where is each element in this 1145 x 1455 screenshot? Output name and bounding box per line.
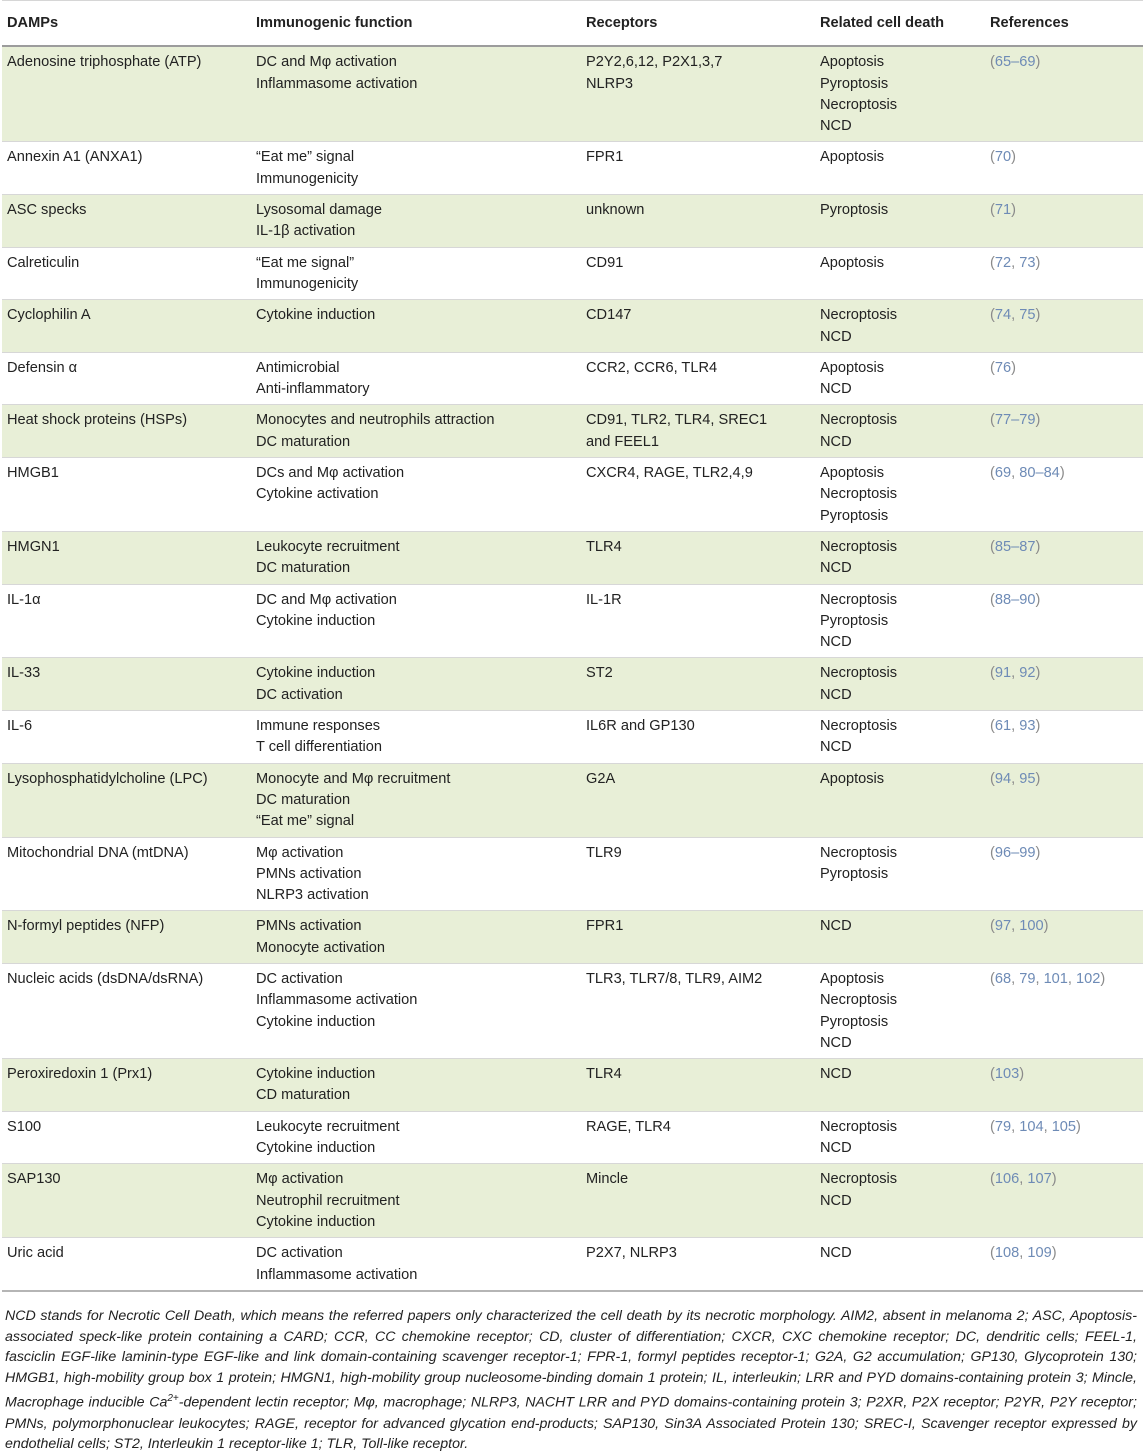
header-related-cell-death: Related cell death xyxy=(815,1,985,47)
receptor-line: Mincle xyxy=(586,1171,629,1188)
cell-death-line: NCD xyxy=(820,433,852,450)
damp-name: S100 xyxy=(7,1118,42,1135)
cell-damp xyxy=(2,352,251,405)
cell-death-line: NCD xyxy=(820,328,852,345)
cell-receptors xyxy=(581,142,815,195)
cell-immunogenic-function xyxy=(251,458,581,532)
cell-immunogenic-function xyxy=(251,531,581,584)
header-references: References xyxy=(985,1,1143,47)
cell-immunogenic-function xyxy=(251,711,581,764)
cell-death-line: Necroptosis xyxy=(820,844,898,861)
cell-death-line: Necroptosis xyxy=(820,307,898,324)
reference-link[interactable]: 65–69 xyxy=(994,54,1036,71)
damp-name: Heat shock proteins (HSPs) xyxy=(7,412,188,429)
function-line: Cytokine induction xyxy=(256,1013,376,1030)
cell-immunogenic-function xyxy=(251,247,581,300)
cell-references: (88–90) xyxy=(990,591,1041,608)
function-line: “Eat me” signal xyxy=(256,813,355,830)
cell-damp xyxy=(2,1238,251,1291)
cell-related-cell-death xyxy=(815,1111,985,1164)
cell-receptors xyxy=(581,1238,815,1291)
cell-death-line: Pyroptosis xyxy=(820,865,889,882)
reference-link[interactable]: 104 xyxy=(1019,1118,1044,1135)
reference-link[interactable]: 74 xyxy=(994,307,1012,324)
function-line: Inflammasome activation xyxy=(256,992,418,1009)
cell-death-line: NCD xyxy=(820,1192,852,1209)
cell-receptors xyxy=(581,963,815,1058)
reference-link[interactable]: 68 xyxy=(994,970,1012,987)
cell-immunogenic-function xyxy=(251,763,581,837)
function-line: IL-1β activation xyxy=(256,223,356,240)
table-body xyxy=(2,46,1143,1291)
cell-immunogenic-function xyxy=(251,352,581,405)
cell-damp xyxy=(2,1164,251,1238)
function-line: Mφ activation xyxy=(256,1171,344,1188)
cell-death-line: Pyroptosis xyxy=(820,202,889,219)
function-line: CD maturation xyxy=(256,1087,351,1104)
table-row xyxy=(2,405,1143,458)
cell-death-line: Necroptosis xyxy=(820,412,898,429)
table-row xyxy=(2,46,1143,142)
cell-damp xyxy=(2,1059,251,1112)
cell-related-cell-death xyxy=(815,458,985,532)
damp-name: Defensin α xyxy=(7,359,78,376)
cell-related-cell-death xyxy=(815,1238,985,1291)
cell-death-line: Necroptosis xyxy=(820,1118,898,1135)
damp-name: Nucleic acids (dsDNA/dsRNA) xyxy=(7,970,204,987)
reference-link[interactable]: 103 xyxy=(994,1066,1020,1083)
damp-name: Cyclophilin A xyxy=(7,307,91,324)
table-row xyxy=(2,711,1143,764)
cell-death-line: Pyroptosis xyxy=(820,1013,889,1030)
cell-receptors xyxy=(581,837,815,911)
cell-immunogenic-function xyxy=(251,300,581,353)
table-row xyxy=(2,963,1143,1058)
cell-receptors xyxy=(581,195,815,248)
cell-immunogenic-function xyxy=(251,658,581,711)
function-line: Cytokine induction xyxy=(256,307,376,324)
cell-damp xyxy=(2,711,251,764)
cell-references: (69, 80–84) xyxy=(990,465,1065,482)
cell-immunogenic-function xyxy=(251,911,581,964)
cell-damp xyxy=(2,911,251,964)
reference-link[interactable]: 88–90 xyxy=(994,591,1036,608)
cell-references: (68, 79, 101, 102) xyxy=(990,970,1106,987)
cell-damp xyxy=(2,247,251,300)
cell-receptors xyxy=(581,658,815,711)
reference-link[interactable]: 93 xyxy=(1019,718,1036,735)
cell-damp xyxy=(2,142,251,195)
receptor-line: unknown xyxy=(586,202,645,219)
reference-link[interactable]: 91 xyxy=(994,665,1012,682)
function-line: Cytokine activation xyxy=(256,486,379,503)
receptor-line: TLR3, TLR7/8, TLR9, AIM2 xyxy=(586,970,763,987)
cell-damp xyxy=(2,300,251,353)
cell-references: (85–87) xyxy=(990,538,1041,555)
cell-damp xyxy=(2,458,251,532)
function-line: DCs and Mφ activation xyxy=(256,465,405,482)
table-row xyxy=(2,531,1143,584)
table-header-row xyxy=(2,1,1143,47)
cell-references: (61, 93) xyxy=(990,718,1041,735)
reference-link[interactable]: 71 xyxy=(994,202,1012,219)
cell-death-line: NCD xyxy=(820,1034,852,1051)
cell-death-line: NCD xyxy=(820,381,852,398)
receptor-line: CD91, TLR2, TLR4, SREC1 xyxy=(586,412,768,429)
receptor-line: P2Y2,6,12, P2X1,3,7 xyxy=(586,54,723,71)
function-line: DC and Mφ activation xyxy=(256,54,397,71)
cell-related-cell-death xyxy=(815,300,985,353)
cell-receptors xyxy=(581,584,815,658)
function-line: Inflammasome activation xyxy=(256,75,418,92)
cell-references: (74, 75) xyxy=(990,307,1041,324)
cell-references: (70) xyxy=(990,149,1016,166)
table-row xyxy=(2,1238,1143,1291)
reference-link[interactable]: 61 xyxy=(994,718,1012,735)
function-line: Cytokine induction xyxy=(256,1066,376,1083)
cell-immunogenic-function xyxy=(251,837,581,911)
cell-related-cell-death xyxy=(815,911,985,964)
cell-related-cell-death xyxy=(815,247,985,300)
function-line: PMNs activation xyxy=(256,865,362,882)
footnote-text-part-2: -dependent lectin receptor; Mφ, macrophage; NLRP3, NACHT LRR and PYD domains-containing protein 3; P2XR, P2X receptor; P2YR, P2Y receptor; PMNs, polymorphonuclear leukocytes; RAGE, receptor for advanced glycation end-products; SAP130, Sin3A Associated Protein 130; SREC-I, Scavenger receptor expressed by endothelial cells; ST2, Interleukin 1 receptor-like 1; TLR, Toll-like receptor. xyxy=(5,1394,1137,1453)
cell-death-line: Necroptosis xyxy=(820,992,898,1009)
cell-immunogenic-function xyxy=(251,405,581,458)
reference-link[interactable]: 101 xyxy=(1043,970,1068,987)
cell-references: (79, 104, 105) xyxy=(990,1118,1081,1135)
damp-name: HMGN1 xyxy=(7,538,60,555)
table-row xyxy=(2,247,1143,300)
cell-death-line: NCD xyxy=(820,1140,852,1157)
function-line: Immune responses xyxy=(256,718,381,735)
cell-references: (103) xyxy=(990,1066,1025,1083)
table-row xyxy=(2,911,1143,964)
reference-link[interactable]: 94 xyxy=(994,770,1012,787)
receptor-line: P2X7, NLRP3 xyxy=(586,1245,677,1262)
function-line: “Eat me” signal xyxy=(256,149,355,166)
cell-damp xyxy=(2,405,251,458)
receptor-line: and FEEL1 xyxy=(586,433,660,450)
cell-death-line: NCD xyxy=(820,560,852,577)
reference-link[interactable]: 109 xyxy=(1027,1245,1052,1262)
cell-related-cell-death xyxy=(815,46,985,142)
function-line: Lysosomal damage xyxy=(256,202,383,219)
cell-references: (108, 109) xyxy=(990,1245,1057,1262)
function-line: Immunogenicity xyxy=(256,275,359,292)
cell-receptors xyxy=(581,763,815,837)
function-line: DC maturation xyxy=(256,433,351,450)
function-line: DC maturation xyxy=(256,791,351,808)
table-row xyxy=(2,1111,1143,1164)
cell-immunogenic-function xyxy=(251,46,581,142)
damp-name: Uric acid xyxy=(7,1245,64,1262)
table-row xyxy=(2,584,1143,658)
damp-name: IL-1α xyxy=(7,591,41,608)
function-line: Cytokine induction xyxy=(256,1140,376,1157)
cell-immunogenic-function xyxy=(251,142,581,195)
damp-name: Calreticulin xyxy=(7,254,80,271)
cell-immunogenic-function xyxy=(251,1164,581,1238)
cell-damp xyxy=(2,46,251,142)
cell-receptors xyxy=(581,1164,815,1238)
header-receptors: Receptors xyxy=(581,1,815,47)
reference-link[interactable]: 85–87 xyxy=(994,538,1036,555)
cell-death-line: Apoptosis xyxy=(820,970,885,987)
reference-link[interactable]: 70 xyxy=(994,149,1012,166)
damp-name: Adenosine triphosphate (ATP) xyxy=(7,54,202,71)
cell-damp xyxy=(2,963,251,1058)
reference-link[interactable]: 108 xyxy=(994,1245,1020,1262)
table-row xyxy=(2,300,1143,353)
cell-damp xyxy=(2,658,251,711)
reference-link[interactable]: 77–79 xyxy=(994,412,1036,429)
cell-related-cell-death xyxy=(815,837,985,911)
cell-death-line: Necroptosis xyxy=(820,591,898,608)
cell-receptors xyxy=(581,911,815,964)
cell-immunogenic-function xyxy=(251,195,581,248)
damp-name: SAP130 xyxy=(7,1171,61,1188)
reference-link[interactable]: 105 xyxy=(1051,1118,1077,1135)
cell-damp xyxy=(2,763,251,837)
header-damps: DAMPs xyxy=(2,1,251,47)
cell-receptors xyxy=(581,1059,815,1112)
table-row xyxy=(2,763,1143,837)
damp-name: ASC specks xyxy=(7,202,87,219)
cell-death-line: Necroptosis xyxy=(820,486,898,503)
reference-link[interactable]: 72 xyxy=(994,254,1012,271)
damp-name: Annexin A1 (ANXA1) xyxy=(7,149,143,166)
cell-receptors xyxy=(581,352,815,405)
function-line: Leukocyte recruitment xyxy=(256,538,400,555)
reference-link[interactable]: 92 xyxy=(1019,665,1036,682)
cell-receptors xyxy=(581,1111,815,1164)
cell-related-cell-death xyxy=(815,963,985,1058)
cell-death-line: Necroptosis xyxy=(820,718,898,735)
reference-link[interactable]: 76 xyxy=(994,359,1012,376)
cell-damp xyxy=(2,837,251,911)
table-row xyxy=(2,1059,1143,1112)
cell-death-line: Apoptosis xyxy=(820,465,885,482)
receptor-line: G2A xyxy=(586,770,616,787)
damp-name: HMGB1 xyxy=(7,465,59,482)
damp-name: IL-6 xyxy=(7,718,33,735)
receptor-line: IL-1R xyxy=(586,591,622,608)
cell-immunogenic-function xyxy=(251,584,581,658)
function-line: DC activation xyxy=(256,1245,343,1262)
damp-name: IL-33 xyxy=(7,665,41,682)
reference-link[interactable]: 79 xyxy=(994,1118,1012,1135)
receptor-line: FPR1 xyxy=(586,149,624,166)
table-row xyxy=(2,658,1143,711)
cell-related-cell-death xyxy=(815,531,985,584)
cell-references: (76) xyxy=(990,359,1016,376)
cell-death-line: Necroptosis xyxy=(820,1171,898,1188)
damp-name: N-formyl peptides (NFP) xyxy=(7,918,165,935)
function-line: Neutrophil recruitment xyxy=(256,1192,400,1209)
cell-receptors xyxy=(581,458,815,532)
receptor-line: TLR9 xyxy=(586,844,622,861)
table-row xyxy=(2,195,1143,248)
reference-link[interactable]: 96–99 xyxy=(994,844,1036,861)
cell-immunogenic-function xyxy=(251,963,581,1058)
reference-link[interactable]: 69 xyxy=(994,465,1012,482)
cell-receptors xyxy=(581,300,815,353)
cell-related-cell-death xyxy=(815,352,985,405)
cell-damp xyxy=(2,195,251,248)
cell-death-line: NCD xyxy=(820,634,852,651)
table-row xyxy=(2,142,1143,195)
cell-references: (72, 73) xyxy=(990,254,1041,271)
function-line: DC maturation xyxy=(256,560,351,577)
cell-immunogenic-function xyxy=(251,1059,581,1112)
cell-death-line: Apoptosis xyxy=(820,770,885,787)
function-line: “Eat me signal” xyxy=(256,254,355,271)
cell-damp xyxy=(2,584,251,658)
cell-related-cell-death xyxy=(815,584,985,658)
function-line: Mφ activation xyxy=(256,844,344,861)
cell-death-line: NCD xyxy=(820,918,852,935)
header-immunogenic-function: Immunogenic function xyxy=(251,1,581,47)
function-line: DC and Mφ activation xyxy=(256,591,397,608)
cell-receptors xyxy=(581,247,815,300)
cell-related-cell-death xyxy=(815,711,985,764)
receptor-line: CD91 xyxy=(586,254,624,271)
reference-link[interactable]: 79 xyxy=(1019,970,1036,987)
cell-related-cell-death xyxy=(815,142,985,195)
function-line: Cytokine induction xyxy=(256,612,376,629)
reference-link[interactable]: 107 xyxy=(1027,1171,1052,1188)
table-row xyxy=(2,837,1143,911)
cell-death-line: Pyroptosis xyxy=(820,75,889,92)
cell-receptors xyxy=(581,46,815,142)
cell-references: (94, 95) xyxy=(990,770,1041,787)
cell-death-line: Apoptosis xyxy=(820,359,885,376)
cell-references: (65–69) xyxy=(990,54,1041,71)
footnote-superscript: 2+ xyxy=(167,1393,179,1405)
damp-name: Peroxiredoxin 1 (Prx1) xyxy=(7,1066,153,1083)
cell-related-cell-death xyxy=(815,1164,985,1238)
cell-death-line: NCD xyxy=(820,739,852,756)
cell-related-cell-death xyxy=(815,195,985,248)
cell-death-line: NCD xyxy=(820,686,852,703)
function-line: PMNs activation xyxy=(256,918,362,935)
reference-link[interactable]: 73 xyxy=(1019,254,1036,271)
cell-references: (71) xyxy=(990,202,1016,219)
cell-references: (77–79) xyxy=(990,412,1041,429)
reference-link[interactable]: 102 xyxy=(1076,970,1101,987)
function-line: Antimicrobial xyxy=(256,359,340,376)
damp-name: Lysophosphatidylcholine (LPC) xyxy=(7,770,208,787)
function-line: Immunogenicity xyxy=(256,170,359,187)
table-row xyxy=(2,352,1143,405)
receptor-line: CXCR4, RAGE, TLR2,4,9 xyxy=(586,465,753,482)
receptor-line: CD147 xyxy=(586,307,632,324)
cell-immunogenic-function xyxy=(251,1238,581,1291)
reference-link[interactable]: 80–84 xyxy=(1019,465,1060,482)
function-line: Anti-inflammatory xyxy=(256,381,370,398)
function-line: Leukocyte recruitment xyxy=(256,1118,400,1135)
cell-related-cell-death xyxy=(815,658,985,711)
cell-receptors xyxy=(581,531,815,584)
function-line: Monocytes and neutrophils attraction xyxy=(256,412,495,429)
function-line: Cytokine induction xyxy=(256,1213,376,1230)
receptor-line: TLR4 xyxy=(586,538,622,555)
reference-link[interactable]: 75 xyxy=(1019,307,1036,324)
reference-link[interactable]: 106 xyxy=(994,1171,1020,1188)
footnote-text-part-1: NCD stands for Necrotic Cell Death, which means the referred papers only characterized the cell death by its necrotic morphology. AIM2, absent in melanoma 2; ASC, Apoptosis-associated speck-like protein containing a CARD; CCR, CC chemokine receptor; CD, cluster of differentiation; CXCR, CXC chemokine receptor; DC, dendritic cells; FEEL-1, fasciclin EGF-like laminin-type EGF-like and link domain-containing scavenger receptor-1; FPR-1, formyl peptides receptor-1; G2A, G2 accumulation; GP130, Glycoprotein 130; HMGB1, high-mobility group box 1 protein; HMGN1, high-mobility group nucleosome-binding domain 1 protein; IL, interleukin; LRR and PYD domains-containing protein 3; Mincle, Macrophage inducible Ca xyxy=(5,1307,1137,1411)
function-line: Monocyte and Mφ recruitment xyxy=(256,770,451,787)
cell-death-line: Necroptosis xyxy=(820,96,898,113)
function-line: Cytokine induction xyxy=(256,665,376,682)
table-row xyxy=(2,458,1143,532)
cell-references: (106, 107) xyxy=(990,1171,1057,1188)
cell-death-line: NCD xyxy=(820,118,852,135)
table-footnote xyxy=(5,1306,1137,1455)
function-line: Monocyte activation xyxy=(256,939,385,956)
receptor-line: RAGE, TLR4 xyxy=(586,1118,671,1135)
damp-name: Mitochondrial DNA (mtDNA) xyxy=(7,844,189,861)
cell-death-line: Apoptosis xyxy=(820,54,885,71)
function-line: Inflammasome activation xyxy=(256,1266,418,1283)
receptor-line: FPR1 xyxy=(586,918,624,935)
cell-receptors xyxy=(581,405,815,458)
cell-references: (97, 100) xyxy=(990,918,1049,935)
function-line: DC activation xyxy=(256,686,343,703)
receptor-line: IL6R and GP130 xyxy=(586,718,695,735)
cell-death-line: Necroptosis xyxy=(820,538,898,555)
table-row xyxy=(2,1164,1143,1238)
cell-death-line: Necroptosis xyxy=(820,665,898,682)
function-line: NLRP3 activation xyxy=(256,887,369,904)
cell-related-cell-death xyxy=(815,405,985,458)
cell-references: (91, 92) xyxy=(990,665,1041,682)
cell-related-cell-death xyxy=(815,763,985,837)
cell-damp xyxy=(2,531,251,584)
cell-death-line: Pyroptosis xyxy=(820,612,889,629)
cell-damp xyxy=(2,1111,251,1164)
cell-related-cell-death xyxy=(815,1059,985,1112)
reference-link[interactable]: 100 xyxy=(1019,918,1044,935)
receptor-line: NLRP3 xyxy=(586,75,634,92)
cell-death-line: Apoptosis xyxy=(820,149,885,166)
damps-table xyxy=(2,0,1143,1292)
cell-death-line: NCD xyxy=(820,1245,852,1262)
cell-references: (96–99) xyxy=(990,844,1041,861)
receptor-line: CCR2, CCR6, TLR4 xyxy=(586,359,718,376)
cell-death-line: Pyroptosis xyxy=(820,507,889,524)
receptor-line: ST2 xyxy=(586,665,613,682)
cell-death-line: NCD xyxy=(820,1066,852,1083)
function-line: DC activation xyxy=(256,970,343,987)
cell-receptors xyxy=(581,711,815,764)
cell-immunogenic-function xyxy=(251,1111,581,1164)
function-line: T cell differentiation xyxy=(256,739,383,756)
reference-link[interactable]: 95 xyxy=(1019,770,1036,787)
reference-link[interactable]: 97 xyxy=(994,918,1012,935)
receptor-line: TLR4 xyxy=(586,1066,622,1083)
cell-death-line: Apoptosis xyxy=(820,254,885,271)
